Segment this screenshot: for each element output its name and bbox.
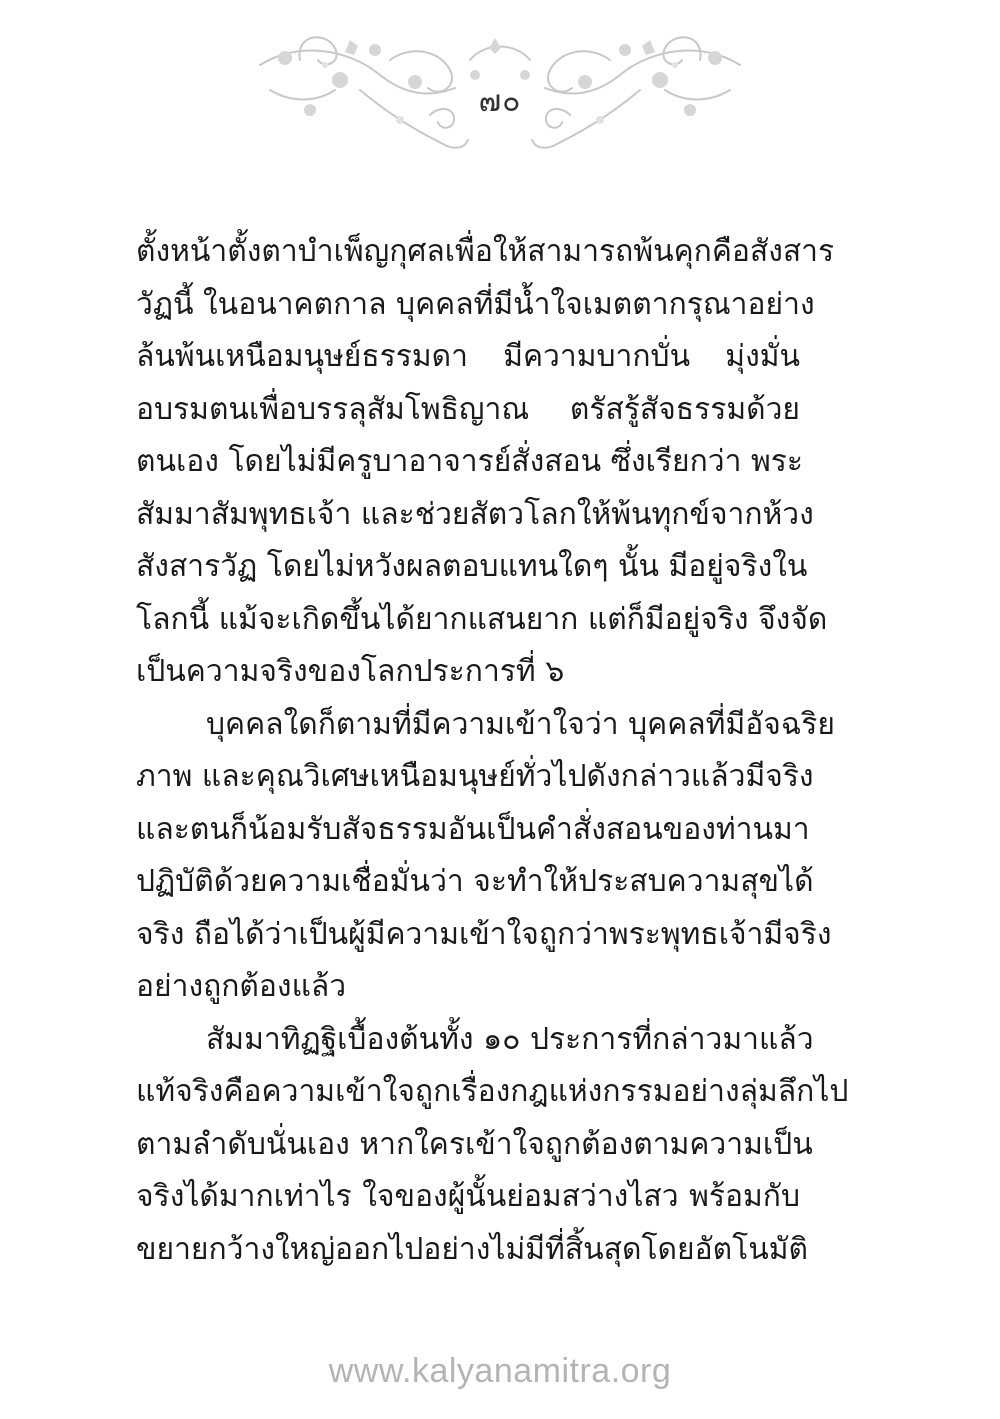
text-line: และตนก็น้อมรับสัจธรรมอันเป็นคำสั่งสอนของท่านมา	[136, 811, 810, 847]
text-line: เป็นความจริงของโลกประการที่ ๖	[136, 654, 565, 689]
text-line: ตนเอง โดยไม่มีครูบาอาจารย์สั่งสอน ซึ่งเรียกว่า พระ	[136, 444, 803, 479]
text-line: วัฏนี้ ในอนาคตกาล บุคคลที่มีน้ำใจเมตตากรุณาอย่าง	[136, 286, 815, 322]
text-line: แท้จริงคือความเข้าใจถูกเรื่องกฎแห่งกรรมอย่างลุ่มลึกไป	[136, 1074, 849, 1109]
text-line: สัมมาสัมพุทธเจ้า และช่วยสัตวโลกให้พ้นทุกข์จากห้วง	[136, 496, 814, 532]
text-line: ตั้งหน้าตั้งตาบำเพ็ญกุศลเพื่อให้สามารถพ้นคุกคือสังสาร	[136, 234, 835, 269]
text-line: บุคคลใดก็ตามที่มีความเข้าใจว่า บุคคลที่มีอัจฉริย	[206, 706, 835, 742]
body-text	[136, 226, 849, 1276]
text-line: ล้นพ้นเหนือมนุษย์ธรรมดา มีความบากบั่น มุ่งมั่น	[136, 339, 800, 374]
text-line: ขยายกว้างใหญ่ออกไปอย่างไม่มีที่สิ้นสุดโดยอัตโนมัติ	[136, 1231, 808, 1267]
text-line: สัมมาทิฏฐิเบื้องต้นทั้ง ๑๐ ประการที่กล่าวมาแล้ว	[206, 1021, 814, 1057]
text-line: โลกนี้ แม้จะเกิดขึ้นได้ยากแสนยาก แต่ก็มีอยู่จริง จึงจัด	[136, 601, 828, 637]
text-line: ตามลำดับนั่นเอง หากใครเข้าใจถูกต้องตามความเป็น	[136, 1126, 813, 1162]
text-line: ปฏิบัติด้วยความเชื่อมั่นว่า จะทำให้ประสบความสุขได้	[136, 864, 814, 899]
paragraph	[136, 1014, 849, 1277]
paragraph	[136, 699, 835, 1014]
text-line: ภาพ และคุณวิเศษเหนือมนุษย์ทั่วไปดังกล่าวแล้วมีจริง	[136, 759, 814, 794]
text-line: สังสารวัฏ โดยไม่หวังผลตอบแทนใดๆ นั้น มีอยู่จริงใน	[136, 549, 808, 584]
footer-url: www.kalyanamitra.org	[328, 1352, 672, 1390]
text-line: อบรมตนเพื่อบรรลุสัมโพธิญาณ ตรัสรู้สัจธรรมด้วย	[136, 391, 800, 427]
text-line: อย่างถูกต้องแล้ว	[136, 969, 347, 1004]
page-number: ๗๐	[478, 84, 522, 119]
text-line: จริงได้มากเท่าไร ใจของผู้นั้นย่อมสว่างไสว พร้อมกับ	[136, 1179, 800, 1214]
paragraph	[136, 226, 835, 699]
text-line: จริง ถือได้ว่าเป็นผู้มีความเข้าใจถูกว่าพระพุทธเจ้ามีจริง	[136, 916, 832, 952]
